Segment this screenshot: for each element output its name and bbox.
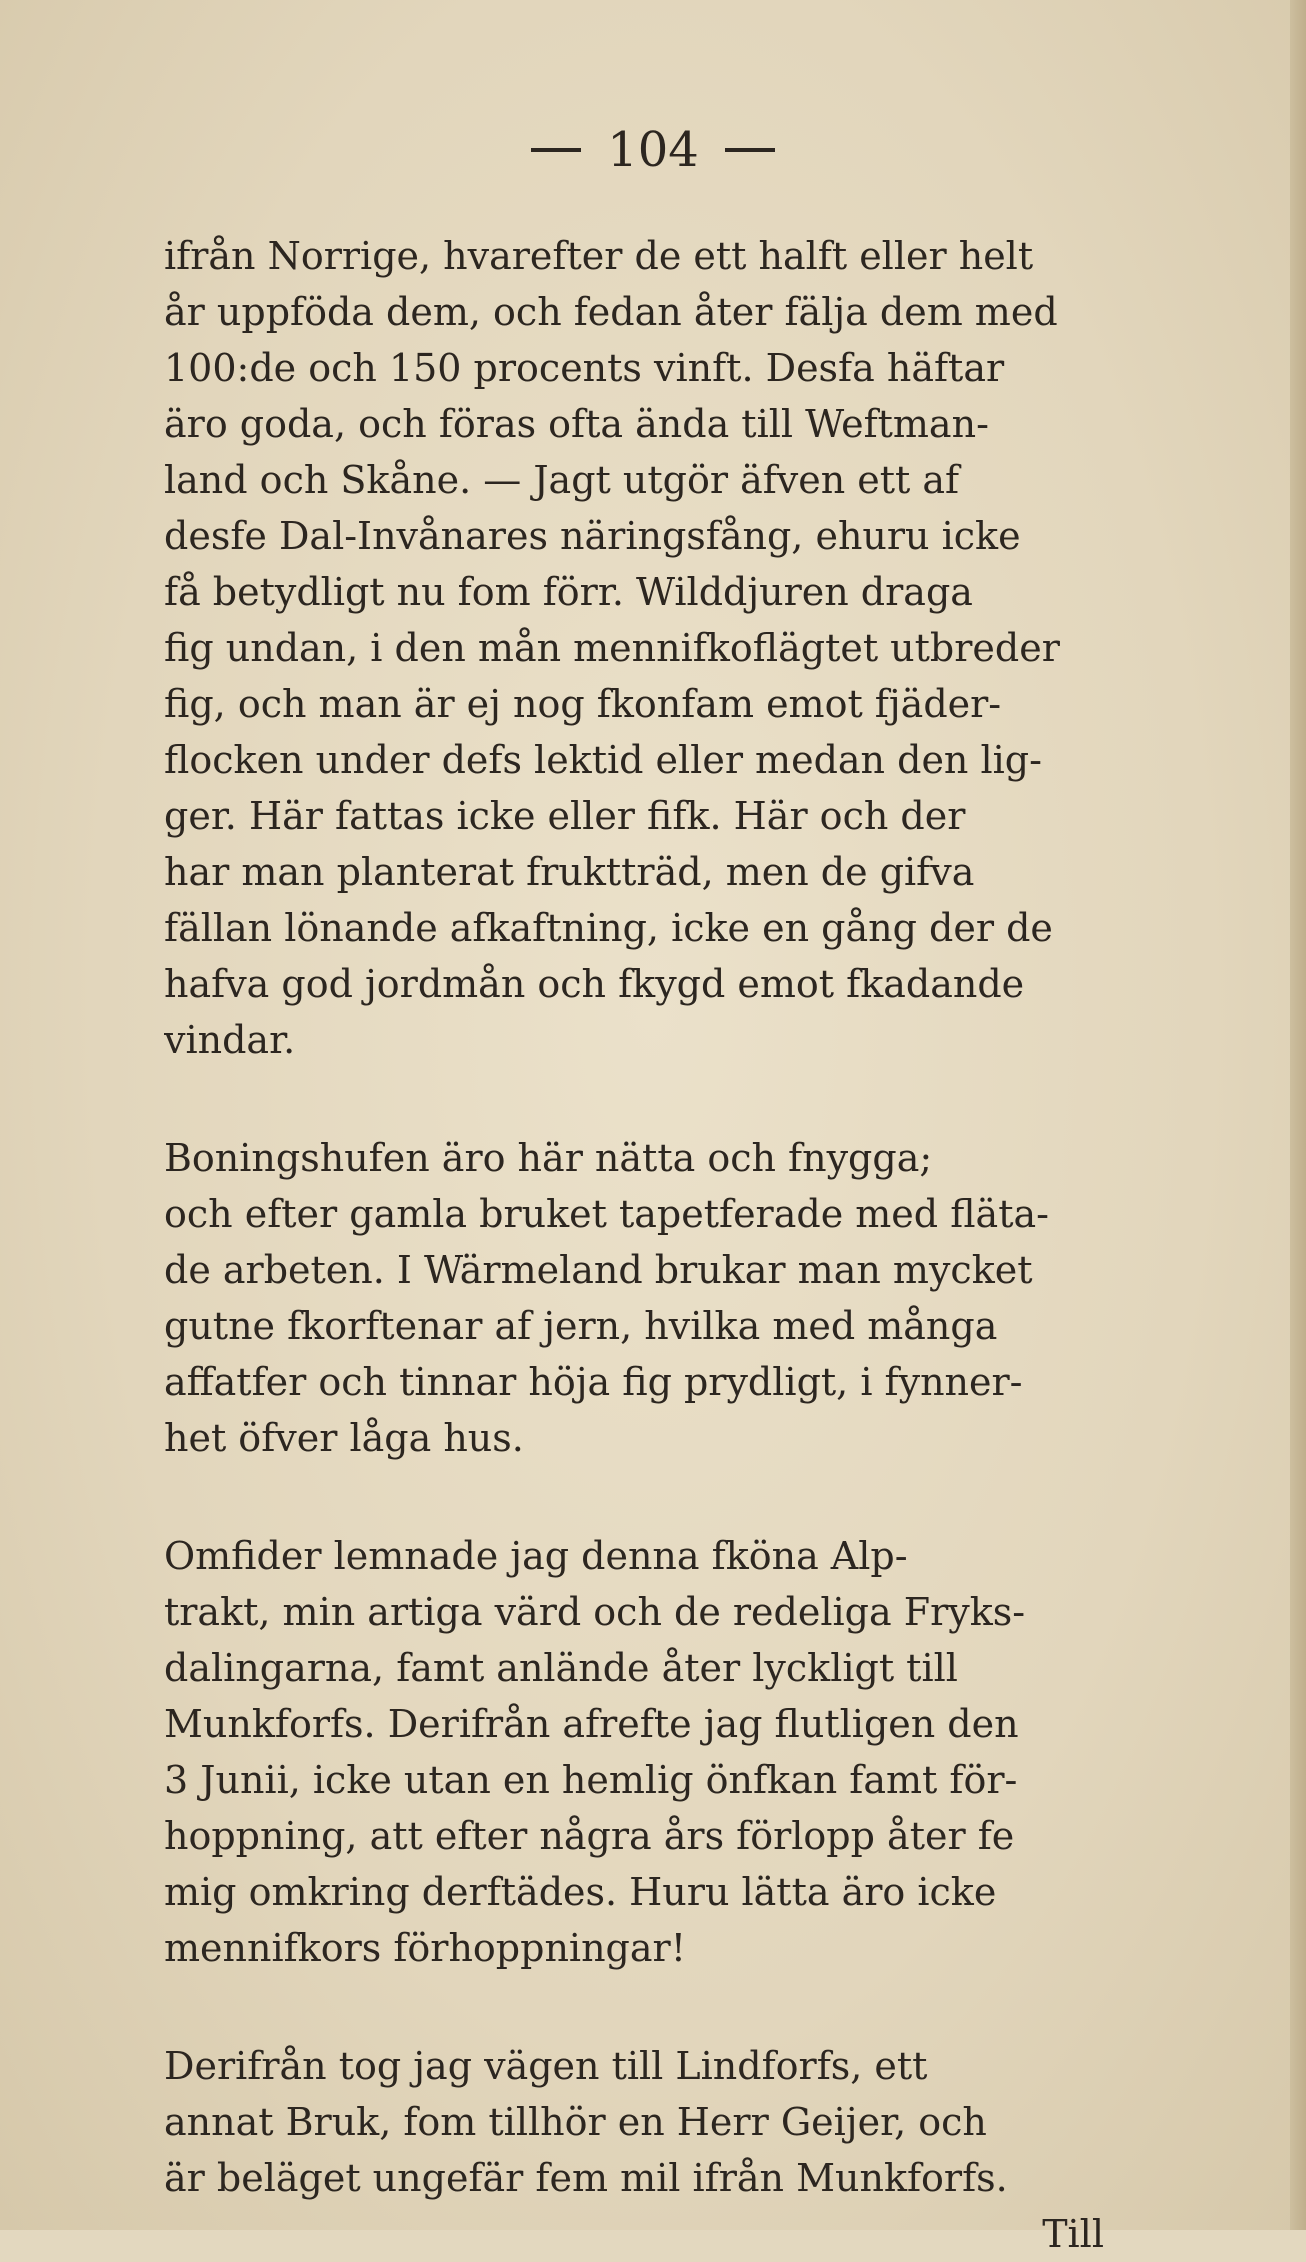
text-line: desfe Dal-Invånares näringsfång, ehuru icke: [164, 514, 1021, 558]
left-dash: [531, 148, 581, 152]
text-line: äro goda, och föras ofta ända till Weftman-: [164, 402, 989, 446]
text-line: 3 Junii, icke utan en hemlig önfkan famt för-: [164, 1758, 1018, 1802]
text-line: dalingarna, famt anlände åter lyckligt till: [164, 1646, 958, 1690]
paragraph-3: [164, 1528, 1149, 1976]
text-line: ger. Här fattas icke eller fifk. Här och der: [164, 794, 966, 838]
text-line: land och Skåne. — Jagt utgör äfven ett af: [164, 458, 960, 502]
text-line: het öfver låga hus.: [164, 1416, 524, 1460]
text-line: fällan lönande afkaftning, icke en gång der de: [164, 906, 1053, 950]
text-line: år uppföda dem, och fedan åter fälja dem med: [164, 290, 1058, 334]
page-number: 104: [607, 122, 699, 178]
text-line: fig undan, i den mån mennifkoflägtet utbreder: [164, 626, 1060, 670]
right-dash: [725, 148, 775, 152]
text-line: vindar.: [164, 1018, 296, 1062]
text-line: Omfider lemnade jag denna fköna Alp-: [164, 1534, 908, 1578]
text-line: Boningshufen äro här nätta och fnygga;: [164, 1136, 933, 1180]
text-line: annat Bruk, fom tillhör en Herr Geijer, och: [164, 2100, 987, 2144]
text-line: 100:de och 150 procents vinft. Desfa häftar: [164, 346, 1005, 390]
text-line: är beläget ungefär fem mil ifrån Munkforfs.: [164, 2156, 1008, 2200]
catchword: Till: [1042, 2212, 1104, 2256]
text-line: flocken under defs lektid eller medan den lig-: [164, 738, 1042, 782]
text-line: Derifrån tog jag vägen till Lindforfs, ett: [164, 2044, 928, 2088]
body-text: [164, 228, 1149, 2262]
text-line: och efter gamla bruket tapetferade med fläta-: [164, 1192, 1049, 1236]
text-line: fig, och man är ej nog fkonfam emot fjäder-: [164, 682, 1002, 726]
paragraph-2: [164, 1130, 1149, 1466]
text-line: mennifkors förhoppningar!: [164, 1926, 686, 1970]
text-line: de arbeten. I Wärmeland brukar man mycket: [164, 1248, 1033, 1292]
text-line: mig omkring derftädes. Huru lätta äro icke: [164, 1870, 997, 1914]
text-line: gutne fkorftenar af jern, hvilka med många: [164, 1304, 998, 1348]
text-line: har man planterat fruktträd, men de gifva: [164, 850, 975, 894]
page-header: [0, 118, 1306, 182]
text-line: trakt, min artiga värd och de redeliga Fryks-: [164, 1590, 1026, 1634]
text-line: Munkforfs. Derifrån afrefte jag flutligen den: [164, 1702, 1019, 1746]
paragraph-4: [164, 2038, 1149, 2206]
text-line: få betydligt nu fom förr. Wilddjuren draga: [164, 570, 973, 614]
text-line: hoppning, att efter några års förlopp åter fe: [164, 1814, 1015, 1858]
paragraph-1: [164, 228, 1149, 1068]
text-line: affatfer och tinnar höja fig prydligt, i fynner-: [164, 1360, 1023, 1404]
text-line: hafva god jordmån och fkygd emot fkadande: [164, 962, 1025, 1006]
text-line: ifrån Norrige, hvarefter de ett halft eller helt: [164, 234, 1034, 278]
page-edge: [1290, 0, 1306, 2230]
